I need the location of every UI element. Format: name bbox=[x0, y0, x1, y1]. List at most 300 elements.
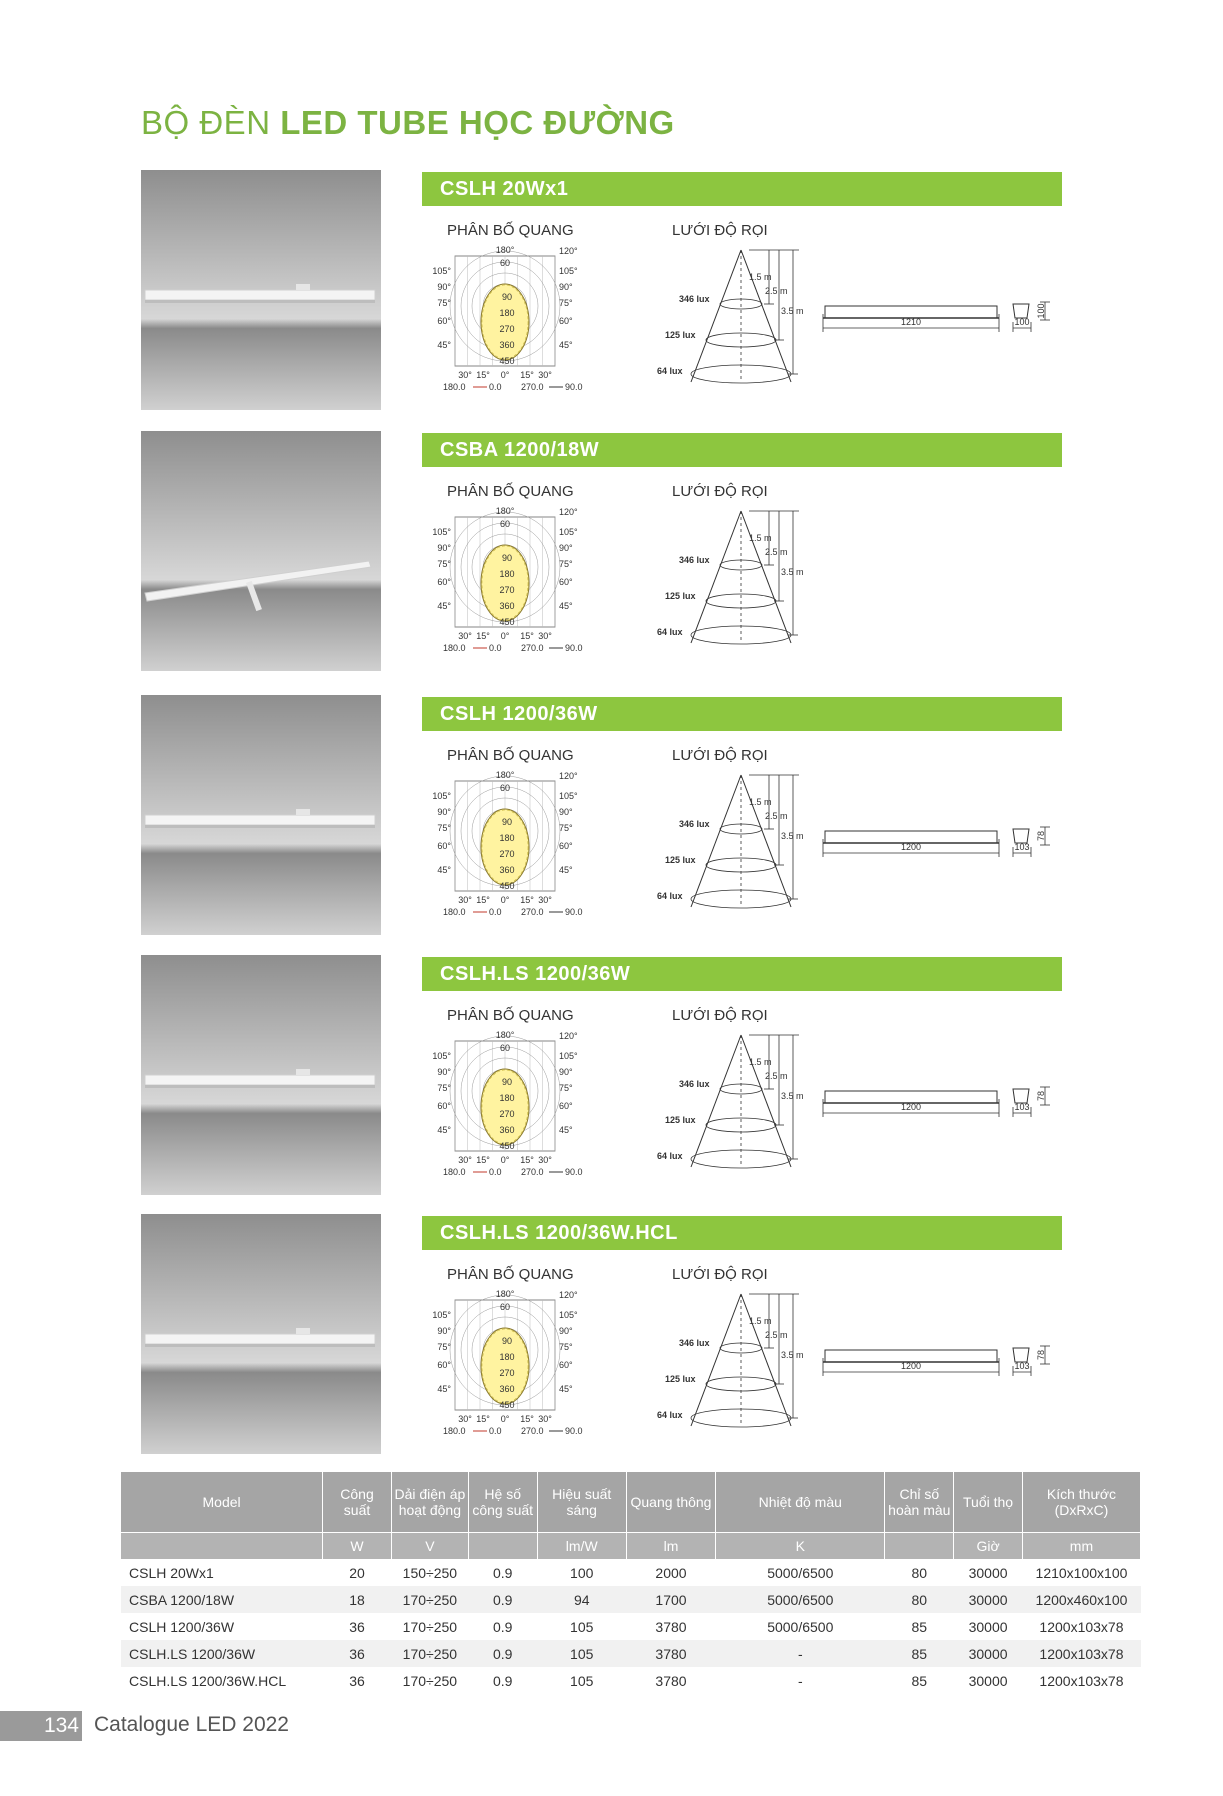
cone-label: 346 lux bbox=[679, 1079, 710, 1089]
polar-tick: 75° bbox=[559, 298, 573, 308]
distribution-label: PHÂN BỐ QUANG bbox=[447, 1007, 574, 1024]
distribution-label: PHÂN BỐ QUANG bbox=[447, 483, 574, 500]
table-cell: 5000/6500 bbox=[716, 1586, 885, 1613]
polar-tick: 180° bbox=[495, 506, 515, 516]
polar-tick: 180 bbox=[499, 1352, 515, 1362]
dim-height: 100 bbox=[1036, 303, 1046, 319]
polar-tick: 180° bbox=[495, 1030, 515, 1040]
cone-label: 2.5 m bbox=[765, 286, 788, 296]
polar-tick: 105° bbox=[559, 527, 578, 537]
table-cell: 36 bbox=[323, 1667, 392, 1694]
spec-table-wrapper bbox=[121, 1472, 1141, 1694]
polar-tick: 15° bbox=[520, 895, 534, 905]
table-cell: 105 bbox=[537, 1640, 626, 1667]
dim-width: 100 bbox=[1014, 317, 1030, 327]
polar-tick: 75° bbox=[559, 559, 573, 569]
polar-tick: 120° bbox=[559, 246, 578, 256]
polar-tick: 60 bbox=[499, 1043, 511, 1053]
cone-label: 64 lux bbox=[657, 1410, 683, 1420]
dim-width: 103 bbox=[1014, 1361, 1030, 1371]
polar-tick: 105° bbox=[432, 1310, 451, 1320]
dimension-drawing bbox=[821, 815, 1061, 890]
polar-tick: 105° bbox=[559, 1310, 578, 1320]
polar-tick: 180.0 bbox=[443, 382, 466, 392]
table-cell: 5000/6500 bbox=[716, 1613, 885, 1640]
polar-tick: 60 bbox=[499, 519, 511, 529]
table-cell: 170÷250 bbox=[391, 1613, 468, 1640]
polar-tick: 75° bbox=[559, 1083, 573, 1093]
polar-tick: 60° bbox=[437, 316, 451, 326]
polar-tick: 180° bbox=[495, 1289, 515, 1299]
polar-tick: 75° bbox=[559, 1342, 573, 1352]
polar-tick: 15° bbox=[520, 1414, 534, 1424]
dim-length: 1210 bbox=[900, 317, 922, 327]
polar-tick: 270 bbox=[499, 849, 515, 859]
lamp-illustration bbox=[141, 431, 381, 671]
illuminance-label: LƯỚI ĐỘ RỌI bbox=[672, 222, 768, 239]
cone-label: 125 lux bbox=[665, 1374, 696, 1384]
polar-tick: 60° bbox=[559, 841, 573, 851]
polar-tick: 75° bbox=[437, 823, 451, 833]
polar-tick: 90.0 bbox=[565, 382, 583, 392]
polar-tick: 45° bbox=[559, 1384, 573, 1394]
polar-tick: 105° bbox=[559, 266, 578, 276]
column-unit bbox=[885, 1533, 954, 1560]
polar-tick: 105° bbox=[559, 1051, 578, 1061]
product-block bbox=[141, 695, 1067, 935]
cone-label: 1.5 m bbox=[749, 1316, 772, 1326]
polar-diagram bbox=[415, 769, 595, 936]
cone-label: 2.5 m bbox=[765, 1330, 788, 1340]
polar-tick: 30° bbox=[538, 895, 552, 905]
polar-tick: 30° bbox=[458, 631, 472, 641]
table-cell: 30000 bbox=[954, 1640, 1023, 1667]
table-cell: 18 bbox=[323, 1586, 392, 1613]
polar-tick: 105° bbox=[559, 791, 578, 801]
polar-tick: 270 bbox=[499, 1368, 515, 1378]
polar-tick: 90° bbox=[437, 1326, 451, 1336]
lamp-illustration bbox=[141, 1214, 381, 1454]
polar-tick: 60° bbox=[559, 577, 573, 587]
polar-tick: 0.0 bbox=[489, 1426, 502, 1436]
polar-diagram bbox=[415, 1288, 595, 1455]
polar-tick: 450 bbox=[499, 356, 515, 366]
product-photo bbox=[141, 695, 381, 935]
polar-tick: 15° bbox=[476, 895, 490, 905]
table-cell: 20 bbox=[323, 1559, 392, 1586]
cone-label: 3.5 m bbox=[781, 1350, 804, 1360]
polar-tick: 450 bbox=[499, 617, 515, 627]
table-row bbox=[121, 1559, 1141, 1586]
polar-tick: 90° bbox=[559, 543, 573, 553]
table-cell: 30000 bbox=[954, 1559, 1023, 1586]
table-cell: 85 bbox=[885, 1667, 954, 1694]
polar-tick: 0.0 bbox=[489, 907, 502, 917]
polar-tick: 180.0 bbox=[443, 643, 466, 653]
polar-tick: 450 bbox=[499, 1141, 515, 1151]
column-unit: W bbox=[323, 1533, 392, 1560]
table-cell: 1200x103x78 bbox=[1022, 1667, 1140, 1694]
polar-tick: 45° bbox=[437, 1384, 451, 1394]
table-cell: 170÷250 bbox=[391, 1640, 468, 1667]
polar-tick: 90° bbox=[559, 282, 573, 292]
table-cell: 3780 bbox=[626, 1667, 715, 1694]
table-cell: 170÷250 bbox=[391, 1586, 468, 1613]
polar-tick: 270 bbox=[499, 585, 515, 595]
polar-tick: 105° bbox=[432, 1051, 451, 1061]
polar-tick: 30° bbox=[538, 370, 552, 380]
polar-tick: 90.0 bbox=[565, 1167, 583, 1177]
product-block bbox=[141, 170, 1067, 410]
polar-tick: 450 bbox=[499, 881, 515, 891]
polar-tick: 270.0 bbox=[521, 907, 544, 917]
table-cell: 3780 bbox=[626, 1640, 715, 1667]
dim-length: 1200 bbox=[900, 1102, 922, 1112]
lamp-illustration bbox=[141, 170, 381, 410]
column-header: Kích thước (DxRxC) bbox=[1022, 1472, 1140, 1533]
polar-tick: 0° bbox=[500, 631, 510, 641]
illuminance-cone bbox=[599, 773, 804, 928]
table-cell: 0.9 bbox=[468, 1667, 537, 1694]
polar-tick: 360 bbox=[499, 601, 515, 611]
table-cell: 80 bbox=[885, 1559, 954, 1586]
polar-tick: 90° bbox=[559, 807, 573, 817]
illuminance-cone bbox=[599, 509, 804, 664]
polar-tick: 90 bbox=[501, 1077, 513, 1087]
table-cell: 170÷250 bbox=[391, 1667, 468, 1694]
table-cell: 1200x103x78 bbox=[1022, 1613, 1140, 1640]
illuminance-cone bbox=[599, 1033, 804, 1188]
polar-tick: 450 bbox=[499, 1400, 515, 1410]
polar-tick: 15° bbox=[476, 1414, 490, 1424]
distribution-label: PHÂN BỐ QUANG bbox=[447, 1266, 574, 1283]
table-cell: 94 bbox=[537, 1586, 626, 1613]
polar-tick: 270.0 bbox=[521, 1167, 544, 1177]
cone-label: 3.5 m bbox=[781, 831, 804, 841]
polar-diagram bbox=[415, 505, 595, 672]
table-cell: - bbox=[716, 1640, 885, 1667]
product-photo bbox=[141, 431, 381, 671]
polar-tick: 15° bbox=[520, 370, 534, 380]
table-cell: 30000 bbox=[954, 1667, 1023, 1694]
cone-label: 3.5 m bbox=[781, 1091, 804, 1101]
table-cell: 30000 bbox=[954, 1613, 1023, 1640]
cone-label: 64 lux bbox=[657, 891, 683, 901]
cone-label: 346 lux bbox=[679, 294, 710, 304]
table-cell: 0.9 bbox=[468, 1640, 537, 1667]
table-cell: 1210x100x100 bbox=[1022, 1559, 1140, 1586]
polar-diagram bbox=[415, 1029, 595, 1196]
polar-diagram bbox=[415, 244, 595, 411]
cone-label: 125 lux bbox=[665, 1115, 696, 1125]
polar-tick: 15° bbox=[476, 370, 490, 380]
polar-tick: 90 bbox=[501, 817, 513, 827]
dim-width: 103 bbox=[1014, 1102, 1030, 1112]
polar-tick: 180 bbox=[499, 308, 515, 318]
polar-tick: 0.0 bbox=[489, 382, 502, 392]
polar-tick: 90 bbox=[501, 292, 513, 302]
table-cell: 36 bbox=[323, 1613, 392, 1640]
table-cell: 5000/6500 bbox=[716, 1559, 885, 1586]
product-name-bar: CSLH 20Wx1 bbox=[422, 172, 1062, 206]
polar-tick: 0° bbox=[500, 1414, 510, 1424]
polar-tick: 60° bbox=[437, 1101, 451, 1111]
polar-tick: 0.0 bbox=[489, 643, 502, 653]
polar-tick: 30° bbox=[458, 895, 472, 905]
table-cell: 85 bbox=[885, 1613, 954, 1640]
dim-length: 1200 bbox=[900, 1361, 922, 1371]
polar-tick: 270.0 bbox=[521, 1426, 544, 1436]
product-name-bar: CSBA 1200/18W bbox=[422, 433, 1062, 467]
table-row bbox=[121, 1640, 1141, 1667]
column-unit: lm bbox=[626, 1533, 715, 1560]
polar-tick: 75° bbox=[437, 298, 451, 308]
illuminance-label: LƯỚI ĐỘ RỌI bbox=[672, 1266, 768, 1283]
column-unit: mm bbox=[1022, 1533, 1140, 1560]
polar-tick: 90° bbox=[437, 807, 451, 817]
polar-tick: 60° bbox=[559, 1101, 573, 1111]
column-header: Model bbox=[121, 1472, 323, 1533]
column-unit: K bbox=[716, 1533, 885, 1560]
illuminance-label: LƯỚI ĐỘ RỌI bbox=[672, 1007, 768, 1024]
page-title-bold: LED TUBE HỌC ĐƯỜNG bbox=[280, 104, 675, 141]
table-cell: 0.9 bbox=[468, 1586, 537, 1613]
polar-tick: 180 bbox=[499, 569, 515, 579]
polar-tick: 30° bbox=[458, 370, 472, 380]
dimension-drawing bbox=[821, 290, 1061, 365]
polar-tick: 60° bbox=[559, 1360, 573, 1370]
cone-label: 64 lux bbox=[657, 1151, 683, 1161]
cone-label: 346 lux bbox=[679, 555, 710, 565]
polar-tick: 60° bbox=[559, 316, 573, 326]
polar-tick: 0° bbox=[500, 1155, 510, 1165]
dimension-drawing bbox=[821, 1334, 1061, 1409]
polar-tick: 45° bbox=[437, 1125, 451, 1135]
table-cell: 105 bbox=[537, 1667, 626, 1694]
polar-tick: 45° bbox=[559, 601, 573, 611]
dim-height: 78 bbox=[1036, 1349, 1046, 1361]
polar-tick: 180 bbox=[499, 833, 515, 843]
polar-tick: 120° bbox=[559, 507, 578, 517]
polar-tick: 45° bbox=[559, 340, 573, 350]
table-cell: 3780 bbox=[626, 1613, 715, 1640]
polar-tick: 30° bbox=[458, 1155, 472, 1165]
polar-tick: 90° bbox=[559, 1326, 573, 1336]
cone-label: 346 lux bbox=[679, 1338, 710, 1348]
polar-tick: 270.0 bbox=[521, 643, 544, 653]
product-photo bbox=[141, 955, 381, 1195]
polar-tick: 15° bbox=[476, 631, 490, 641]
table-row bbox=[121, 1586, 1141, 1613]
polar-tick: 15° bbox=[476, 1155, 490, 1165]
illuminance-cone bbox=[599, 1292, 804, 1447]
cone-label: 2.5 m bbox=[765, 811, 788, 821]
cone-label: 3.5 m bbox=[781, 567, 804, 577]
table-cell: 80 bbox=[885, 1586, 954, 1613]
polar-tick: 180.0 bbox=[443, 1426, 466, 1436]
table-row bbox=[121, 1613, 1141, 1640]
cone-label: 2.5 m bbox=[765, 1071, 788, 1081]
dim-height: 78 bbox=[1036, 1090, 1046, 1102]
cone-label: 1.5 m bbox=[749, 797, 772, 807]
table-cell: 85 bbox=[885, 1640, 954, 1667]
column-header: Chỉ số hoàn màu bbox=[885, 1472, 954, 1533]
polar-tick: 360 bbox=[499, 340, 515, 350]
product-photo bbox=[141, 1214, 381, 1454]
cone-label: 64 lux bbox=[657, 366, 683, 376]
polar-tick: 60 bbox=[499, 1302, 511, 1312]
table-cell: CSLH.LS 1200/36W bbox=[121, 1640, 323, 1667]
cone-label: 2.5 m bbox=[765, 547, 788, 557]
polar-tick: 105° bbox=[432, 266, 451, 276]
table-cell: 100 bbox=[537, 1559, 626, 1586]
polar-tick: 15° bbox=[520, 631, 534, 641]
illuminance-label: LƯỚI ĐỘ RỌI bbox=[672, 747, 768, 764]
cone-label: 1.5 m bbox=[749, 272, 772, 282]
table-cell: CSLH.LS 1200/36W.HCL bbox=[121, 1667, 323, 1694]
polar-tick: 180.0 bbox=[443, 907, 466, 917]
polar-tick: 360 bbox=[499, 1125, 515, 1135]
table-row bbox=[121, 1667, 1141, 1694]
lamp-illustration bbox=[141, 955, 381, 1195]
table-cell: 2000 bbox=[626, 1559, 715, 1586]
polar-tick: 90.0 bbox=[565, 1426, 583, 1436]
polar-tick: 270 bbox=[499, 1109, 515, 1119]
polar-tick: 270.0 bbox=[521, 382, 544, 392]
polar-tick: 75° bbox=[437, 1342, 451, 1352]
catalogue-label: Catalogue LED 2022 bbox=[94, 1713, 289, 1736]
polar-tick: 180 bbox=[499, 1093, 515, 1103]
polar-tick: 30° bbox=[538, 631, 552, 641]
table-cell: CSBA 1200/18W bbox=[121, 1586, 323, 1613]
column-header: Hiệu suất sáng bbox=[537, 1472, 626, 1533]
product-block bbox=[141, 431, 1067, 671]
spec-table-header bbox=[121, 1472, 1141, 1533]
polar-tick: 90° bbox=[559, 1067, 573, 1077]
polar-tick: 30° bbox=[538, 1414, 552, 1424]
polar-tick: 105° bbox=[432, 791, 451, 801]
polar-tick: 0.0 bbox=[489, 1167, 502, 1177]
table-cell: 1200x103x78 bbox=[1022, 1640, 1140, 1667]
polar-tick: 90° bbox=[437, 282, 451, 292]
table-cell: 0.9 bbox=[468, 1559, 537, 1586]
table-cell: 36 bbox=[323, 1640, 392, 1667]
dimension-drawing bbox=[821, 1075, 1061, 1150]
polar-tick: 180° bbox=[495, 245, 515, 255]
product-name-bar: CSLH.LS 1200/36W.HCL bbox=[422, 1216, 1062, 1250]
cone-label: 346 lux bbox=[679, 819, 710, 829]
polar-tick: 45° bbox=[559, 1125, 573, 1135]
polar-tick: 75° bbox=[437, 559, 451, 569]
polar-tick: 90.0 bbox=[565, 907, 583, 917]
polar-tick: 90° bbox=[437, 1067, 451, 1077]
polar-tick: 0° bbox=[500, 370, 510, 380]
polar-tick: 75° bbox=[437, 1083, 451, 1093]
polar-tick: 15° bbox=[520, 1155, 534, 1165]
column-unit bbox=[121, 1533, 323, 1560]
polar-tick: 30° bbox=[458, 1414, 472, 1424]
polar-tick: 90 bbox=[501, 1336, 513, 1346]
column-header: Quang thông bbox=[626, 1472, 715, 1533]
column-header: Hệ số công suất bbox=[468, 1472, 537, 1533]
column-unit: V bbox=[391, 1533, 468, 1560]
cone-label: 125 lux bbox=[665, 591, 696, 601]
polar-tick: 90.0 bbox=[565, 643, 583, 653]
polar-tick: 180° bbox=[495, 770, 515, 780]
table-cell: 150÷250 bbox=[391, 1559, 468, 1586]
polar-tick: 60° bbox=[437, 1360, 451, 1370]
product-block bbox=[141, 955, 1067, 1195]
table-cell: 30000 bbox=[954, 1586, 1023, 1613]
page-title-light: BỘ ĐÈN bbox=[141, 104, 271, 141]
polar-tick: 60 bbox=[499, 258, 511, 268]
lamp-illustration bbox=[141, 695, 381, 935]
polar-tick: 90° bbox=[437, 543, 451, 553]
spec-table-body bbox=[121, 1559, 1141, 1694]
cone-label: 125 lux bbox=[665, 330, 696, 340]
polar-tick: 105° bbox=[432, 527, 451, 537]
column-header: Dải điện áp hoạt động bbox=[391, 1472, 468, 1533]
product-photo bbox=[141, 170, 381, 410]
polar-tick: 45° bbox=[437, 865, 451, 875]
polar-tick: 45° bbox=[437, 340, 451, 350]
polar-tick: 180.0 bbox=[443, 1167, 466, 1177]
cone-label: 64 lux bbox=[657, 627, 683, 637]
polar-tick: 45° bbox=[437, 601, 451, 611]
table-cell: CSLH 1200/36W bbox=[121, 1613, 323, 1640]
product-block bbox=[141, 1214, 1067, 1454]
column-unit: lm/W bbox=[537, 1533, 626, 1560]
polar-tick: 60° bbox=[437, 841, 451, 851]
page-title bbox=[141, 104, 675, 142]
polar-tick: 45° bbox=[559, 865, 573, 875]
polar-tick: 360 bbox=[499, 1384, 515, 1394]
dim-height: 78 bbox=[1036, 830, 1046, 842]
dim-length: 1200 bbox=[900, 842, 922, 852]
polar-tick: 360 bbox=[499, 865, 515, 875]
column-header: Nhiệt độ màu bbox=[716, 1472, 885, 1533]
dim-width: 103 bbox=[1014, 842, 1030, 852]
cone-label: 3.5 m bbox=[781, 306, 804, 316]
polar-tick: 0° bbox=[500, 895, 510, 905]
table-cell: - bbox=[716, 1667, 885, 1694]
polar-tick: 60° bbox=[437, 577, 451, 587]
table-cell: 1700 bbox=[626, 1586, 715, 1613]
table-cell: 1200x460x100 bbox=[1022, 1586, 1140, 1613]
table-cell: 105 bbox=[537, 1613, 626, 1640]
polar-tick: 120° bbox=[559, 1290, 578, 1300]
illuminance-cone bbox=[599, 248, 804, 403]
cone-label: 125 lux bbox=[665, 855, 696, 865]
column-header: Công suất bbox=[323, 1472, 392, 1533]
page-number: 134 bbox=[0, 1711, 82, 1741]
spec-table bbox=[121, 1472, 1141, 1694]
product-name-bar: CSLH.LS 1200/36W bbox=[422, 957, 1062, 991]
product-name-bar: CSLH 1200/36W bbox=[422, 697, 1062, 731]
table-cell: 0.9 bbox=[468, 1613, 537, 1640]
cone-label: 1.5 m bbox=[749, 1057, 772, 1067]
polar-tick: 270 bbox=[499, 324, 515, 334]
polar-tick: 120° bbox=[559, 771, 578, 781]
distribution-label: PHÂN BỐ QUANG bbox=[447, 747, 574, 764]
polar-tick: 60 bbox=[499, 783, 511, 793]
illuminance-label: LƯỚI ĐỘ RỌI bbox=[672, 483, 768, 500]
cone-label: 1.5 m bbox=[749, 533, 772, 543]
table-cell: CSLH 20Wx1 bbox=[121, 1559, 323, 1586]
column-header: Tuổi thọ bbox=[954, 1472, 1023, 1533]
polar-tick: 75° bbox=[559, 823, 573, 833]
distribution-label: PHÂN BỐ QUANG bbox=[447, 222, 574, 239]
